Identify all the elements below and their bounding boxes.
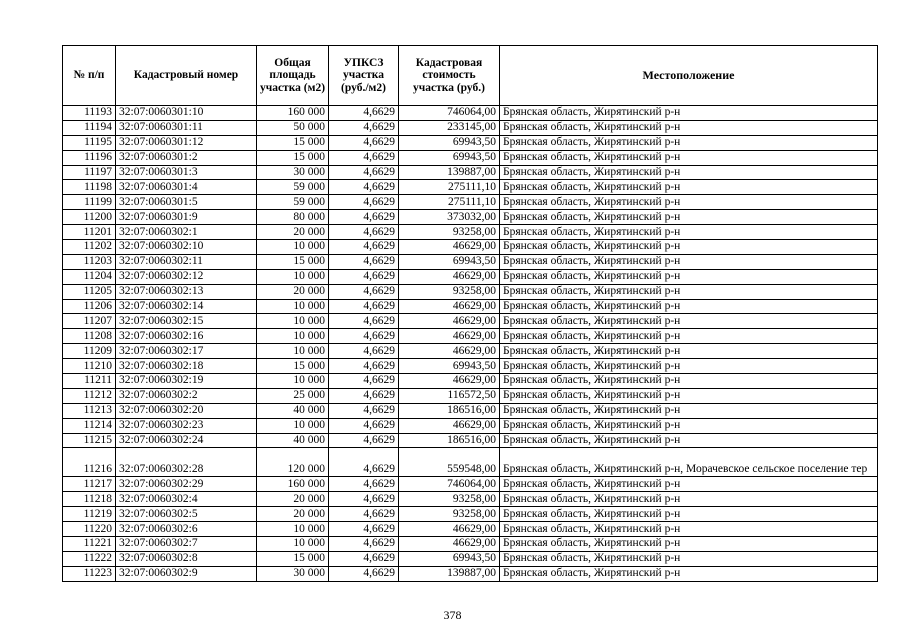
cell-row-number: 11221 xyxy=(63,537,116,552)
cell-row-number: 11207 xyxy=(63,314,116,329)
cell-area: 15 000 xyxy=(257,135,329,150)
cell-rate: 4,6629 xyxy=(329,433,399,448)
cell-cadastral-cost: 93258,00 xyxy=(399,507,500,522)
cell-row-number: 11218 xyxy=(63,492,116,507)
cell-row-number: 11208 xyxy=(63,329,116,344)
cell-area: 160 000 xyxy=(257,477,329,492)
cell-cadastral-cost: 116572,50 xyxy=(399,388,500,403)
cell-row-number: 11211 xyxy=(63,374,116,389)
cell-cadastral-cost: 93258,00 xyxy=(399,225,500,240)
cell-cadastral-cost: 139887,00 xyxy=(399,165,500,180)
cell-cadastral-number: 32:07:0060302:18 xyxy=(116,359,257,374)
cell-area: 10 000 xyxy=(257,299,329,314)
cell-rate: 4,6629 xyxy=(329,418,399,433)
cell-cadastral-number: 32:07:0060302:12 xyxy=(116,269,257,284)
cell-location: Брянская область, Жирятинский р-н xyxy=(500,507,878,522)
cell-cadastral-number: 32:07:0060302:23 xyxy=(116,418,257,433)
cell-area: 10 000 xyxy=(257,522,329,537)
cell-cadastral-number: 32:07:0060301:4 xyxy=(116,180,257,195)
cell-cadastral-number: 32:07:0060302:17 xyxy=(116,344,257,359)
cell-rate: 4,6629 xyxy=(329,269,399,284)
cell-cadastral-number: 32:07:0060302:4 xyxy=(116,492,257,507)
cadastral-table xyxy=(62,45,878,582)
cell-rate: 4,6629 xyxy=(329,566,399,581)
cell-row-number: 11214 xyxy=(63,418,116,433)
cell-location: Брянская область, Жирятинский р-н xyxy=(500,374,878,389)
cell-row-number: 11205 xyxy=(63,284,116,299)
table-row xyxy=(63,106,878,121)
cell-row-number: 11213 xyxy=(63,403,116,418)
cell-area: 10 000 xyxy=(257,269,329,284)
cell-rate: 4,6629 xyxy=(329,492,399,507)
cell-row-number: 11200 xyxy=(63,210,116,225)
table-row xyxy=(63,240,878,255)
cell-location: Брянская область, Жирятинский р-н xyxy=(500,254,878,269)
cell-cadastral-cost: 46629,00 xyxy=(399,522,500,537)
cell-rate: 4,6629 xyxy=(329,344,399,359)
cell-area: 40 000 xyxy=(257,403,329,418)
cell-cadastral-cost: 69943,50 xyxy=(399,150,500,165)
cell-location: Брянская область, Жирятинский р-н xyxy=(500,388,878,403)
table-row xyxy=(63,314,878,329)
cell-area: 15 000 xyxy=(257,359,329,374)
cell-cadastral-cost: 69943,50 xyxy=(399,551,500,566)
table-row xyxy=(63,551,878,566)
cell-location: Брянская область, Жирятинский р-н xyxy=(500,314,878,329)
cell-rate: 4,6629 xyxy=(329,507,399,522)
cell-location: Брянская область, Жирятинский р-н xyxy=(500,150,878,165)
cell-row-number: 11219 xyxy=(63,507,116,522)
cell-cadastral-number: 32:07:0060302:11 xyxy=(116,254,257,269)
table-row xyxy=(63,537,878,552)
cell-location: Брянская область, Жирятинский р-н xyxy=(500,522,878,537)
cell-cadastral-cost: 186516,00 xyxy=(399,403,500,418)
cell-location: Брянская область, Жирятинский р-н xyxy=(500,418,878,433)
cell-rate: 4,6629 xyxy=(329,210,399,225)
cell-row-number: 11198 xyxy=(63,180,116,195)
cell-rate: 4,6629 xyxy=(329,314,399,329)
cell-location: Брянская область, Жирятинский р-н xyxy=(500,120,878,135)
cell-location: Брянская область, Жирятинский р-н xyxy=(500,329,878,344)
table-row xyxy=(63,418,878,433)
cell-area: 160 000 xyxy=(257,106,329,121)
cell-cadastral-number: 32:07:0060302:6 xyxy=(116,522,257,537)
cell-cadastral-number: 32:07:0060302:19 xyxy=(116,374,257,389)
table-row xyxy=(63,120,878,135)
cell-row-number: 11209 xyxy=(63,344,116,359)
cell-cadastral-cost: 46629,00 xyxy=(399,418,500,433)
table-row xyxy=(63,433,878,448)
table-row xyxy=(63,566,878,581)
table-row xyxy=(63,225,878,240)
cell-cadastral-cost: 275111,10 xyxy=(399,195,500,210)
cell-cadastral-cost: 186516,00 xyxy=(399,433,500,448)
cell-cadastral-cost: 233145,00 xyxy=(399,120,500,135)
table-row xyxy=(63,374,878,389)
header-rate: УПКСЗ участка (руб./м2) xyxy=(329,46,399,106)
header-location: Местоположение xyxy=(500,46,878,106)
cell-location: Брянская область, Жирятинский р-н xyxy=(500,299,878,314)
cell-cadastral-number: 32:07:0060302:2 xyxy=(116,388,257,403)
cell-location: Брянская область, Жирятинский р-н, Морачевское сельское поселение тер xyxy=(500,448,878,477)
cell-row-number: 11217 xyxy=(63,477,116,492)
table-row xyxy=(63,254,878,269)
cell-area: 59 000 xyxy=(257,195,329,210)
cell-location: Брянская область, Жирятинский р-н xyxy=(500,433,878,448)
table-row xyxy=(63,359,878,374)
cell-rate: 4,6629 xyxy=(329,135,399,150)
cell-rate: 4,6629 xyxy=(329,254,399,269)
cell-location: Брянская область, Жирятинский р-н xyxy=(500,566,878,581)
cell-rate: 4,6629 xyxy=(329,329,399,344)
document-page xyxy=(62,45,877,582)
cell-row-number: 11202 xyxy=(63,240,116,255)
table-row xyxy=(63,210,878,225)
table-row xyxy=(63,165,878,180)
cell-cadastral-number: 32:07:0060302:10 xyxy=(116,240,257,255)
cell-rate: 4,6629 xyxy=(329,165,399,180)
cell-location: Брянская область, Жирятинский р-н xyxy=(500,195,878,210)
cell-row-number: 11206 xyxy=(63,299,116,314)
cell-area: 20 000 xyxy=(257,284,329,299)
table-row xyxy=(63,269,878,284)
cell-rate: 4,6629 xyxy=(329,106,399,121)
table-row xyxy=(63,403,878,418)
table-row xyxy=(63,135,878,150)
header-area: Общая площадь участка (м2) xyxy=(257,46,329,106)
cell-cadastral-cost: 746064,00 xyxy=(399,106,500,121)
cell-cadastral-cost: 275111,10 xyxy=(399,180,500,195)
cell-cadastral-number: 32:07:0060301:2 xyxy=(116,150,257,165)
cell-area: 25 000 xyxy=(257,388,329,403)
cell-row-number: 11212 xyxy=(63,388,116,403)
cell-cadastral-number: 32:07:0060302:20 xyxy=(116,403,257,418)
cell-area: 20 000 xyxy=(257,507,329,522)
table-row xyxy=(63,180,878,195)
cell-location: Брянская область, Жирятинский р-н xyxy=(500,477,878,492)
cell-rate: 4,6629 xyxy=(329,284,399,299)
cell-cadastral-cost: 93258,00 xyxy=(399,492,500,507)
cell-row-number: 11199 xyxy=(63,195,116,210)
cell-location: Брянская область, Жирятинский р-н xyxy=(500,240,878,255)
cell-location: Брянская область, Жирятинский р-н xyxy=(500,180,878,195)
cell-area: 59 000 xyxy=(257,180,329,195)
cell-row-number: 11220 xyxy=(63,522,116,537)
cell-area: 10 000 xyxy=(257,329,329,344)
cell-rate: 4,6629 xyxy=(329,240,399,255)
cell-cadastral-number: 32:07:0060301:12 xyxy=(116,135,257,150)
cell-row-number: 11204 xyxy=(63,269,116,284)
cell-cadastral-cost: 69943,50 xyxy=(399,359,500,374)
cell-area: 120 000 xyxy=(257,448,329,477)
cell-cadastral-cost: 559548,00 xyxy=(399,448,500,477)
cell-row-number: 11222 xyxy=(63,551,116,566)
table-row xyxy=(63,329,878,344)
cell-cadastral-cost: 93258,00 xyxy=(399,284,500,299)
cell-cadastral-number: 32:07:0060302:16 xyxy=(116,329,257,344)
cell-row-number: 11210 xyxy=(63,359,116,374)
cell-location: Брянская область, Жирятинский р-н xyxy=(500,269,878,284)
cell-location: Брянская область, Жирятинский р-н xyxy=(500,135,878,150)
cell-cadastral-number: 32:07:0060301:10 xyxy=(116,106,257,121)
table-row xyxy=(63,284,878,299)
header-cost: Кадастровая стоимость участка (руб.) xyxy=(399,46,500,106)
cell-cadastral-cost: 46629,00 xyxy=(399,344,500,359)
cell-area: 30 000 xyxy=(257,566,329,581)
cell-cadastral-number: 32:07:0060301:3 xyxy=(116,165,257,180)
cell-location: Брянская область, Жирятинский р-н xyxy=(500,492,878,507)
table-body xyxy=(63,106,878,582)
table-row xyxy=(63,477,878,492)
cell-area: 20 000 xyxy=(257,225,329,240)
cell-area: 30 000 xyxy=(257,165,329,180)
cell-area: 10 000 xyxy=(257,344,329,359)
table-row xyxy=(63,522,878,537)
cell-row-number: 11196 xyxy=(63,150,116,165)
page-number: 378 xyxy=(443,608,462,622)
cell-rate: 4,6629 xyxy=(329,120,399,135)
cell-rate: 4,6629 xyxy=(329,448,399,477)
cell-rate: 4,6629 xyxy=(329,374,399,389)
cell-row-number: 11195 xyxy=(63,135,116,150)
table-row xyxy=(63,344,878,359)
cell-cadastral-number: 32:07:0060302:9 xyxy=(116,566,257,581)
cell-cadastral-number: 32:07:0060302:8 xyxy=(116,551,257,566)
cell-area: 15 000 xyxy=(257,150,329,165)
cell-cadastral-number: 32:07:0060302:29 xyxy=(116,477,257,492)
cell-row-number: 11193 xyxy=(63,106,116,121)
cell-location: Брянская область, Жирятинский р-н xyxy=(500,359,878,374)
cell-rate: 4,6629 xyxy=(329,225,399,240)
cell-cadastral-cost: 69943,50 xyxy=(399,135,500,150)
cell-cadastral-cost: 46629,00 xyxy=(399,374,500,389)
cell-area: 50 000 xyxy=(257,120,329,135)
cell-location: Брянская область, Жирятинский р-н xyxy=(500,344,878,359)
cell-area: 20 000 xyxy=(257,492,329,507)
table-row xyxy=(63,150,878,165)
table-row xyxy=(63,195,878,210)
cell-area: 80 000 xyxy=(257,210,329,225)
cell-cadastral-cost: 69943,50 xyxy=(399,254,500,269)
cell-row-number: 11197 xyxy=(63,165,116,180)
cell-cadastral-number: 32:07:0060302:5 xyxy=(116,507,257,522)
cell-cadastral-number: 32:07:0060302:15 xyxy=(116,314,257,329)
table-row xyxy=(63,388,878,403)
cell-cadastral-cost: 46629,00 xyxy=(399,269,500,284)
cell-row-number: 11194 xyxy=(63,120,116,135)
cell-cadastral-number: 32:07:0060301:9 xyxy=(116,210,257,225)
table-row xyxy=(63,448,878,477)
cell-cadastral-cost: 746064,00 xyxy=(399,477,500,492)
table-header-row xyxy=(63,46,878,106)
cell-row-number: 11223 xyxy=(63,566,116,581)
header-cadastral-number: Кадастровый номер xyxy=(116,46,257,106)
cell-area: 10 000 xyxy=(257,374,329,389)
cell-cadastral-cost: 46629,00 xyxy=(399,299,500,314)
cell-cadastral-number: 32:07:0060301:5 xyxy=(116,195,257,210)
cell-location: Брянская область, Жирятинский р-н xyxy=(500,165,878,180)
cell-cadastral-number: 32:07:0060302:13 xyxy=(116,284,257,299)
cell-location: Брянская область, Жирятинский р-н xyxy=(500,106,878,121)
table-row xyxy=(63,299,878,314)
cell-area: 10 000 xyxy=(257,537,329,552)
cell-location: Брянская область, Жирятинский р-н xyxy=(500,225,878,240)
cell-rate: 4,6629 xyxy=(329,359,399,374)
cell-area: 10 000 xyxy=(257,418,329,433)
cell-area: 10 000 xyxy=(257,240,329,255)
table-row xyxy=(63,492,878,507)
cell-rate: 4,6629 xyxy=(329,150,399,165)
cell-cadastral-number: 32:07:0060301:11 xyxy=(116,120,257,135)
header-num: № п/п xyxy=(63,46,116,106)
cell-rate: 4,6629 xyxy=(329,551,399,566)
cell-cadastral-cost: 139887,00 xyxy=(399,566,500,581)
cell-cadastral-number: 32:07:0060302:1 xyxy=(116,225,257,240)
cell-rate: 4,6629 xyxy=(329,180,399,195)
cell-rate: 4,6629 xyxy=(329,522,399,537)
cell-rate: 4,6629 xyxy=(329,477,399,492)
cell-cadastral-number: 32:07:0060302:14 xyxy=(116,299,257,314)
cell-row-number: 11216 xyxy=(63,448,116,477)
cell-cadastral-cost: 46629,00 xyxy=(399,537,500,552)
cell-rate: 4,6629 xyxy=(329,299,399,314)
cell-row-number: 11215 xyxy=(63,433,116,448)
cell-location: Брянская область, Жирятинский р-н xyxy=(500,284,878,299)
cell-area: 15 000 xyxy=(257,551,329,566)
cell-area: 10 000 xyxy=(257,314,329,329)
cell-cadastral-cost: 373032,00 xyxy=(399,210,500,225)
cell-cadastral-number: 32:07:0060302:28 xyxy=(116,448,257,477)
cell-row-number: 11203 xyxy=(63,254,116,269)
cell-rate: 4,6629 xyxy=(329,388,399,403)
cell-cadastral-cost: 46629,00 xyxy=(399,314,500,329)
cell-location: Брянская область, Жирятинский р-н xyxy=(500,210,878,225)
cell-rate: 4,6629 xyxy=(329,403,399,418)
cell-row-number: 11201 xyxy=(63,225,116,240)
cell-rate: 4,6629 xyxy=(329,537,399,552)
table-row xyxy=(63,507,878,522)
cell-rate: 4,6629 xyxy=(329,195,399,210)
cell-cadastral-number: 32:07:0060302:24 xyxy=(116,433,257,448)
cell-cadastral-cost: 46629,00 xyxy=(399,240,500,255)
cell-location: Брянская область, Жирятинский р-н xyxy=(500,551,878,566)
cell-location: Брянская область, Жирятинский р-н xyxy=(500,403,878,418)
cell-cadastral-cost: 46629,00 xyxy=(399,329,500,344)
cell-area: 40 000 xyxy=(257,433,329,448)
cell-cadastral-number: 32:07:0060302:7 xyxy=(116,537,257,552)
cell-location: Брянская область, Жирятинский р-н xyxy=(500,537,878,552)
cell-area: 15 000 xyxy=(257,254,329,269)
